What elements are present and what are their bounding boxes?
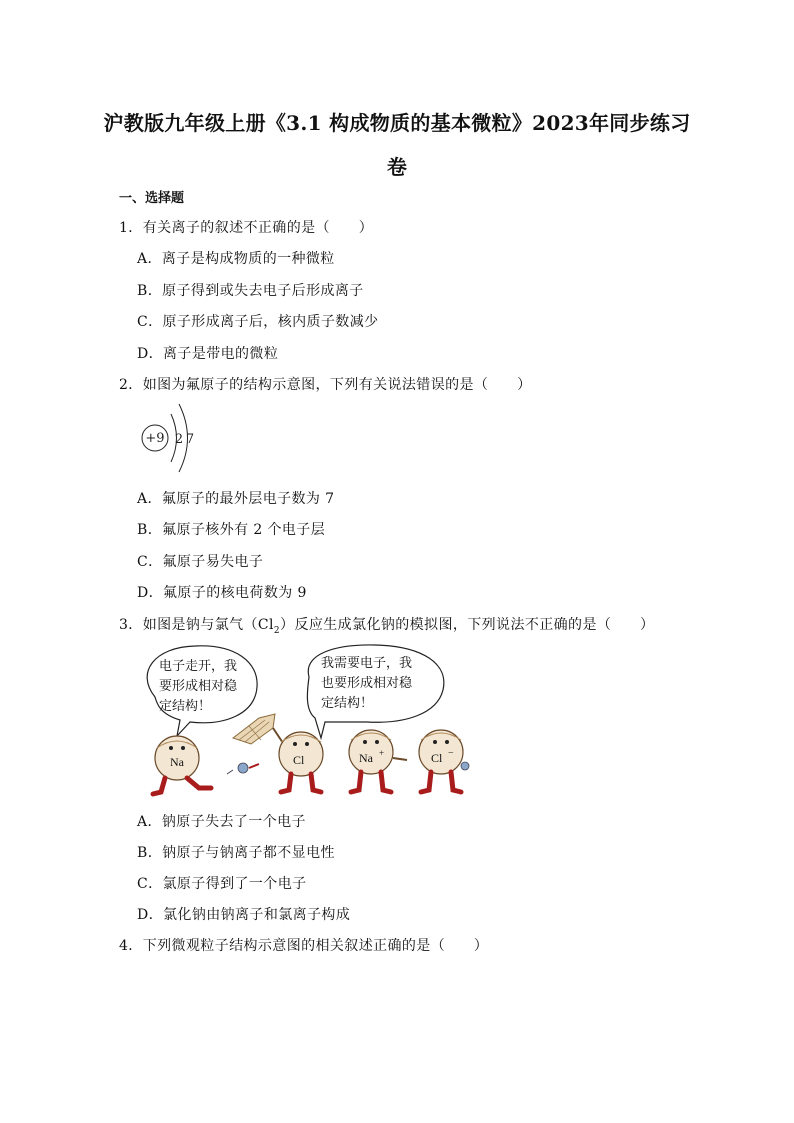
sodium-atom-character — [153, 736, 211, 794]
question-1-option-c: C．原子形成离子后，核内质子数减少 — [137, 314, 379, 330]
question-3-option-a: A．钠原子失去了一个电子 — [137, 814, 306, 830]
nucleus-charge: +9 — [145, 431, 165, 446]
question-2-option-d: D．氟原子的核电荷数为 9 — [137, 585, 307, 601]
cl-label: Cl — [293, 753, 305, 767]
section-heading: 一、选择题 — [119, 191, 185, 206]
sodium-ion-character — [349, 730, 407, 792]
question-4-stem: 4．下列微观粒子结构示意图的相关叙述正确的是（ ） — [119, 938, 489, 954]
question-2-stem: 2．如图为氟原子的结构示意图，下列有关说法错误的是（ ） — [119, 377, 532, 393]
chloride-ion-character — [419, 730, 469, 792]
question-2-option-b: B．氟原子核外有 2 个电子层 — [137, 522, 326, 538]
electron-character — [227, 763, 259, 774]
na-label: Na — [170, 755, 184, 769]
inner-shell-electrons: 2 — [174, 432, 184, 447]
question-2-option-a: A．氟原子的最外层电子数为 7 — [137, 491, 335, 507]
net-icon — [233, 714, 285, 746]
outer-shell-electrons: 7 — [185, 432, 195, 447]
bubble-1-line-3: 定结构！ — [159, 699, 212, 714]
bubble-1-line-1: 电子走开，我 — [159, 659, 238, 674]
na-ion-charge: + — [379, 748, 385, 758]
bubble-2-line-1: 我需要电子，我 — [321, 656, 413, 671]
bubble-1-line-2: 要形成相对稳 — [159, 679, 238, 694]
question-3-option-b: B．钠原子与钠离子都不显电性 — [137, 845, 335, 861]
question-3-option-c: C．氯原子得到了一个电子 — [137, 876, 307, 892]
question-1-option-a: A．离子是构成物质的一种微粒 — [137, 251, 335, 267]
bubble-2-line-2: 也要形成相对稳 — [321, 676, 413, 691]
question-1-option-b: B．原子得到或失去电子后形成离子 — [137, 283, 364, 299]
question-3-option-d: D．氯化钠由钠离子和氯离子构成 — [137, 907, 351, 923]
question-3-stem: 3．如图是钠与氯气$(Cl_2)$反应生成氯化钠的模拟图，下列说法不正确的是（ ） — [119, 617, 655, 636]
question-1-option-d: D．离子是带电的微粒 — [137, 346, 279, 362]
cl-ion-label: Cl — [431, 751, 443, 765]
chlorine-atom-character — [279, 732, 323, 792]
page-title: 沪教版九年级上册《3.1 构成物质的基本微粒》2023年同步练习卷 — [103, 111, 691, 179]
bubble-2-line-3: 定结构！ — [321, 696, 374, 711]
na-ion-label: Na — [359, 751, 373, 765]
cl-ion-charge: − — [448, 748, 454, 759]
sodium-chlorine-cartoon — [135, 642, 475, 802]
fluorine-atom-diagram — [138, 402, 198, 474]
question-1-stem: 1．有关离子的叙述不正确的是（ ） — [119, 220, 374, 236]
question-2-option-c: C．氟原子易失电子 — [137, 554, 264, 570]
